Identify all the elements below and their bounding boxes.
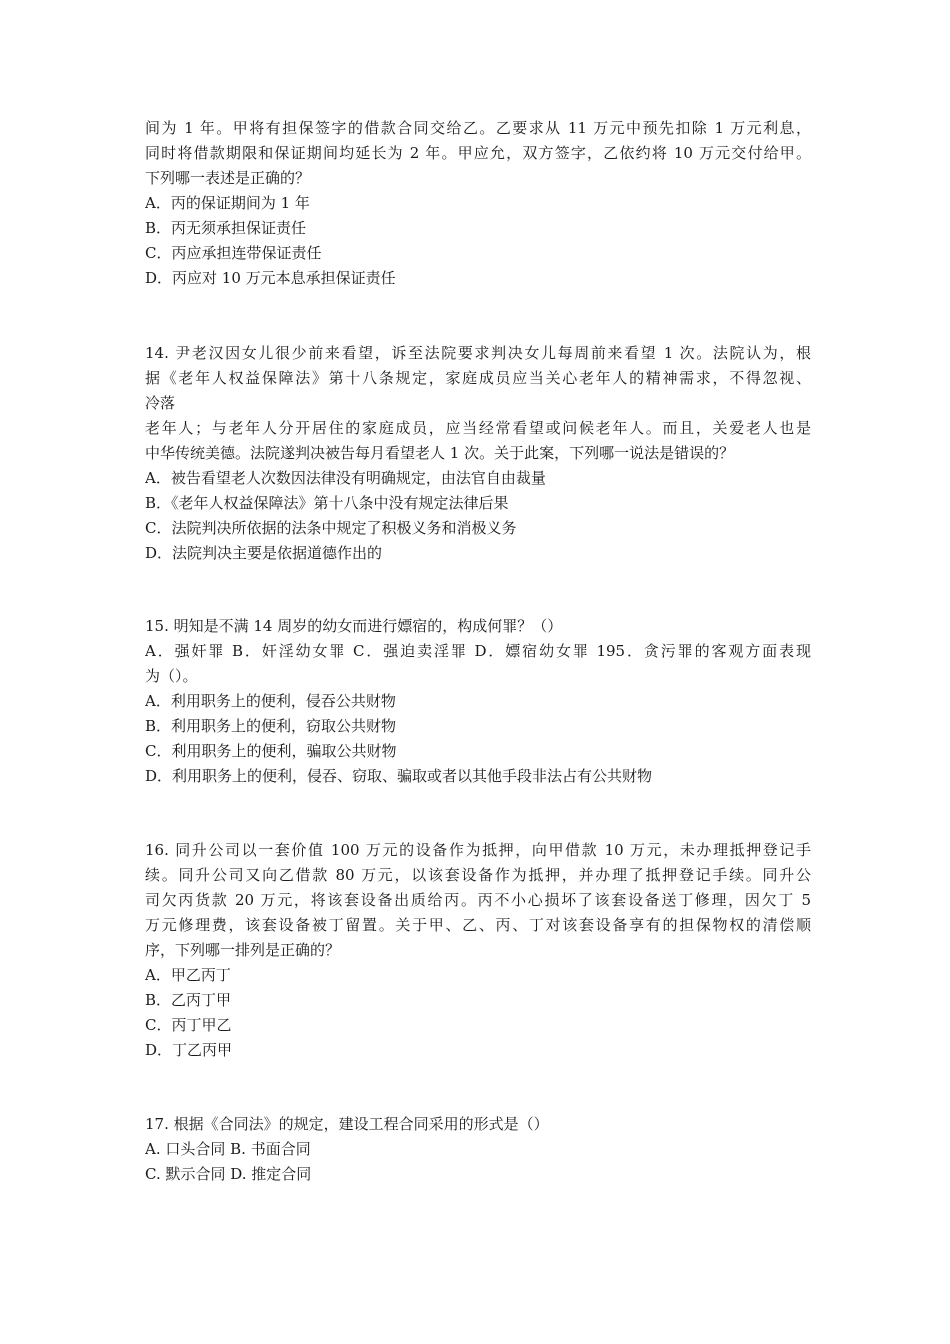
question-text-line: 下列哪一表述是正确的？ — [145, 169, 311, 187]
question-14 — [145, 341, 811, 566]
answer-option-a: A．丙的保证期间为 1 年 — [145, 194, 310, 212]
answer-option-d: D．丁乙丙甲 — [145, 1041, 233, 1059]
question-16 — [145, 838, 811, 1063]
answer-option-d: D．法院判决主要是依据道德作出的 — [145, 544, 383, 562]
question-text-line: 司欠丙货款 20 万元，将该套设备出质给丙。丙不小心损坏了该套设备送丁修理，因欠丁 5 — [145, 891, 811, 909]
question-text-line: A．强奸罪 B．奸淫幼女罪 C．强迫卖淫罪 D．嫖宿幼女罪 195．贪污罪的客观方面表现 — [145, 642, 811, 660]
question-17 — [145, 1112, 811, 1187]
question-text-line: 为（）。 — [145, 667, 198, 685]
question-text-line: 据《老年人权益保障法》第十八条规定，家庭成员应当关心老年人的精神需求，不得忽视、 — [145, 369, 811, 387]
question-15 — [145, 614, 811, 789]
question-text-line: 冷落 — [145, 394, 176, 412]
question-text-line: 15. 明知是不满 14 周岁的幼女而进行嫖宿的，构成何罪？（） — [145, 617, 563, 635]
question-text-line: 间为 1 年。甲将有担保签字的借款合同交给乙。乙要求从 11 万元中预先扣除 1 万元利息， — [145, 119, 811, 137]
answer-option-a: A．被告看望老人次数因法律没有明确规定，由法官自由裁量 — [145, 469, 546, 487]
answer-option-b: B．丙无须承担保证责任 — [145, 219, 307, 237]
answer-option-b: B．利用职务上的便利，窃取公共财物 — [145, 717, 397, 735]
question-text-line: 14. 尹老汉因女儿很少前来看望，诉至法院要求判决女儿每周前来看望 1 次。法院认为，根 — [145, 344, 811, 362]
answer-option-a: A．甲乙丙丁 — [145, 966, 231, 984]
answer-option-c: C．利用职务上的便利，骗取公共财物 — [145, 742, 397, 760]
answer-option-b: B．《老年人权益保障法》第十八条中没有规定法律后果 — [145, 494, 509, 512]
question-text-line: 序，下列哪一排列是正确的？ — [145, 941, 341, 959]
question-text-line: 续。同升公司又向乙借款 80 万元，以该套设备作为抵押，并办理了抵押登记手续。同升公 — [145, 866, 811, 884]
answer-option-c: C．法院判决所依据的法条中规定了积极义务和消极义务 — [145, 519, 517, 537]
answer-option-c: C．丙应承担连带保证责任 — [145, 244, 322, 262]
question-text-line: 中华传统美德。法院遂判决被告每月看望老人 1 次。关于此案，下列哪一说法是错误的？ — [145, 444, 735, 462]
answer-option-d: D．利用职务上的便利，侵吞、窃取、骗取或者以其他手段非法占有公共财物 — [145, 767, 653, 785]
answer-option-c: C．丙丁甲乙 — [145, 1016, 232, 1034]
question-13-continued — [145, 116, 811, 291]
answer-options-cd: C. 默示合同 D. 推定合同 — [145, 1165, 312, 1183]
question-text-line: 同时将借款期限和保证期间均延长为 2 年。甲应允，双方签字，乙依约将 10 万元交付给甲。 — [145, 144, 811, 162]
answer-option-a: A．利用职务上的便利，侵吞公共财物 — [145, 692, 396, 710]
question-text-line: 16. 同升公司以一套价值 100 万元的设备作为抵押，向甲借款 10 万元，未办理抵押登记手 — [145, 841, 811, 859]
answer-options-ab: A. 口头合同 B. 书面合同 — [145, 1140, 311, 1158]
question-text-line: 老年人；与老年人分开居住的家庭成员，应当经常看望或问候老年人。而且，关爱老人也是 — [145, 419, 811, 437]
question-text-line: 万元修理费，该套设备被丁留置。关于甲、乙、丙、丁对该套设备享有的担保物权的清偿顺 — [145, 916, 811, 934]
question-text-line: 17. 根据《合同法》的规定，建设工程合同采用的形式是（） — [145, 1115, 549, 1133]
answer-option-b: B．乙丙丁甲 — [145, 991, 232, 1009]
answer-option-d: D．丙应对 10 万元本息承担保证责任 — [145, 269, 396, 287]
